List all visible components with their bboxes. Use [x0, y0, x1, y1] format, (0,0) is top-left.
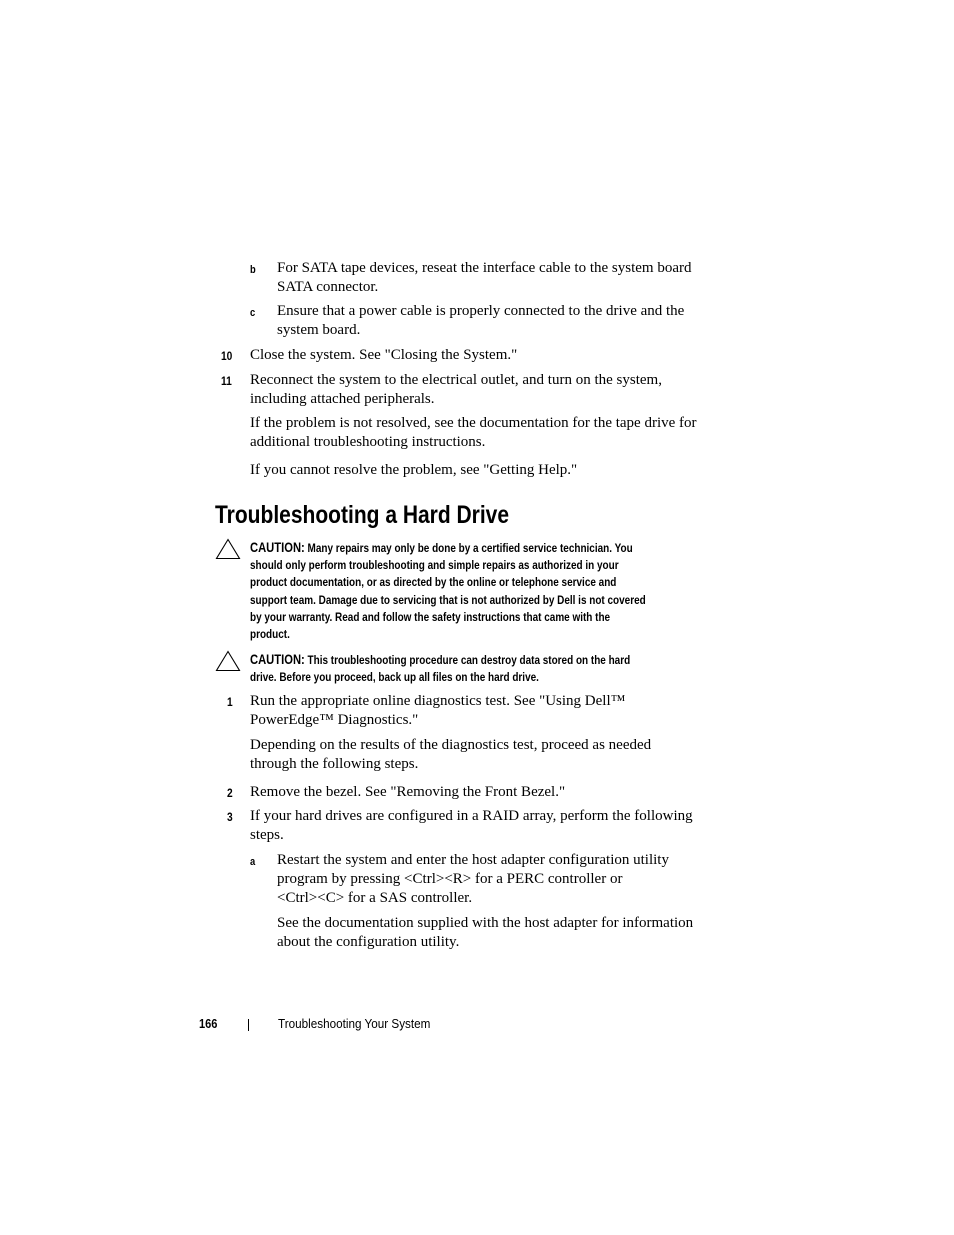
step-3-text: If your hard drives are configured in a RAID array, perform the following steps. [250, 808, 693, 843]
caution-1 [250, 539, 715, 643]
step-a-note: See the documentation supplied with the host adapter for information about the configuration utility. [277, 915, 694, 950]
step-10-label: 10 [221, 349, 233, 363]
footer-chapter-title: Troubleshooting Your System [278, 1016, 431, 1031]
step-1-text: Run the appropriate online diagnostics test. See "Using Dell™ PowerEdge™ Diagnostics." [250, 693, 626, 728]
caution-1-label: CAUTION: [250, 540, 305, 555]
step-c-text: Ensure that a power cable is properly connected to the drive and the system board. [277, 303, 685, 338]
caution-2 [250, 651, 715, 686]
footer-divider [248, 1019, 249, 1031]
step-c-label: c [250, 307, 256, 319]
step-10-text: Close the system. See "Closing the System." [250, 347, 518, 363]
caution-triangle-icon [215, 538, 241, 560]
step-1-label: 1 [227, 695, 233, 709]
step-2-label: 2 [227, 786, 233, 800]
step-2-text: Remove the bezel. See "Removing the Front Bezel." [250, 784, 566, 800]
step-11-note-1: If the problem is not resolved, see the documentation for the tape drive for additional troubleshooting instructions. [250, 415, 697, 450]
step-a-text: Restart the system and enter the host adapter configuration utility program by pressing <Ctrl><R> for a PERC controller or <Ctrl><C> for a SAS controller. [277, 852, 669, 906]
caution-2-label: CAUTION: [250, 652, 305, 667]
step-b-text: For SATA tape devices, reseat the interface cable to the system board SATA connector. [277, 260, 692, 295]
step-3-label: 3 [227, 810, 233, 824]
caution-2-text: This troubleshooting procedure can destroy data stored on the hard drive. Before you proceed, back up all files on the hard drive. [250, 653, 631, 685]
page-number: 166 [199, 1016, 218, 1031]
step-11-label: 11 [221, 374, 232, 388]
section-heading: Troubleshooting a Hard Drive [215, 501, 510, 529]
step-a-label: a [250, 856, 256, 868]
caution-1-text: Many repairs may only be done by a certified service technician. You should only perform troubleshooting and simple repairs as authorized in your product documentation, or as directed by the online or telephone service and support team. Damage due to servicing that is not authorized by Dell is not covered by your warranty. Read and follow the safety instructions that came with the product. [250, 541, 646, 642]
caution-triangle-icon [215, 650, 241, 672]
step-11-text: Reconnect the system to the electrical outlet, and turn on the system, including attached peripherals. [250, 372, 662, 407]
step-11-note-2: If you cannot resolve the problem, see "Getting Help." [250, 462, 578, 478]
step-1-note: Depending on the results of the diagnostics test, proceed as needed through the following steps. [250, 737, 652, 772]
step-b-label: b [250, 264, 256, 276]
